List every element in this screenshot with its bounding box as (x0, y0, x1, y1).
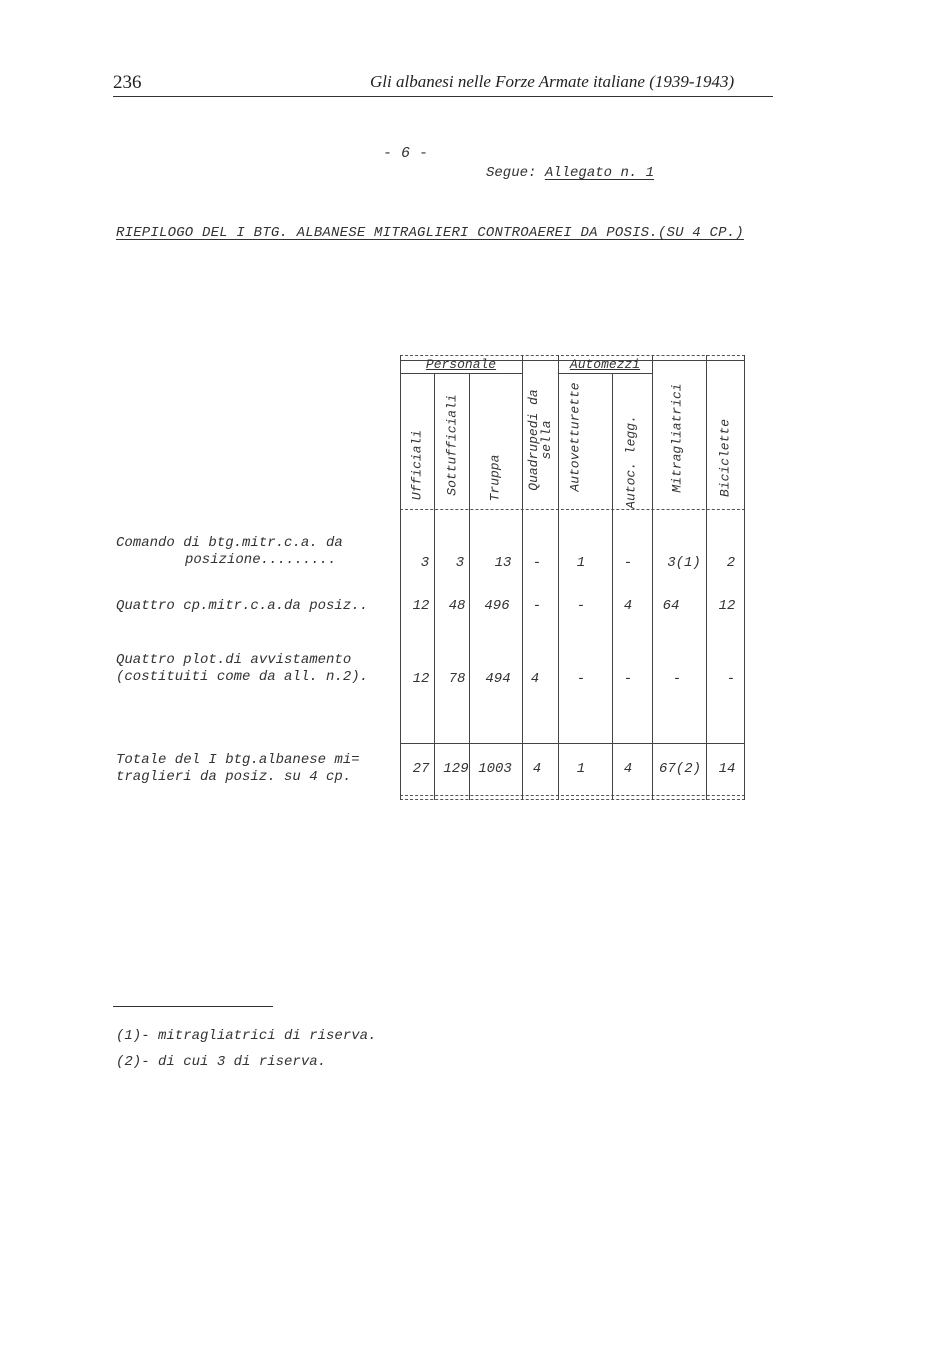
table-cell: - (623, 671, 633, 687)
col-line (652, 355, 653, 800)
table-cell: - (576, 671, 586, 687)
table-cell: 494 (485, 671, 511, 687)
table-cell: 1 (576, 555, 586, 571)
col-header-autoc-legg: Autoc. legg. (623, 415, 639, 509)
table-cell: 12 (412, 598, 430, 614)
table-cell: - (532, 555, 542, 571)
table-cell-total: 1003 (478, 761, 512, 777)
table-cell: 3 (455, 555, 465, 571)
running-title: Gli albanesi nelle Forze Armate italiane (1939-1943) (370, 72, 735, 91)
table-cell: 2 (726, 555, 736, 571)
table-cell-total: 14 (718, 761, 736, 777)
table-top-rule (400, 355, 745, 356)
table-cell: 13 (494, 555, 512, 571)
row-label-comando: Comando di btg.mitr.c.a. da posizione......... (116, 535, 343, 568)
group-header-personale: Personale (425, 357, 497, 372)
col-line (400, 355, 401, 800)
col-line (469, 373, 470, 800)
table-cell: 496 (484, 598, 510, 614)
table-cell-total: 4 (623, 761, 633, 777)
footnote-2: (2)- di cui 3 di riserva. (116, 1054, 327, 1070)
col-header-truppa: Truppa (487, 454, 503, 502)
group-rule-automezzi (558, 373, 652, 374)
page-number: 236 (113, 72, 142, 93)
page-mark: - 6 - (383, 145, 429, 162)
header-bottom-rule (400, 509, 745, 510)
table-cell: 78 (448, 671, 466, 687)
table-cell: 4 (530, 671, 540, 687)
col-header-ufficiali: Ufficiali (409, 429, 425, 501)
table-cell: 64 (662, 598, 680, 614)
table-cell-total: 1 (576, 761, 586, 777)
total-top-rule (400, 743, 745, 744)
col-header-biciclette: Biciclette (717, 418, 733, 498)
table-cell: - (576, 598, 586, 614)
col-header-sottufficiali: Sottufficiali (444, 394, 460, 496)
col-header-mitragliatrici: Mitragliatrici (669, 383, 685, 493)
table-bottom-rule (400, 795, 745, 796)
segue-allegato: Allegato n. 1 (544, 165, 655, 181)
table-cell-total: 67(2) (658, 761, 702, 777)
table-cell: - (532, 598, 542, 614)
group-rule-personale (400, 373, 522, 374)
group-header-automezzi: Automezzi (569, 357, 641, 372)
table-cell-total: 4 (532, 761, 542, 777)
table-cell: 12 (412, 671, 430, 687)
footnote-1: (1)- mitragliatrici di riserva. (116, 1028, 377, 1044)
table-cell: 4 (623, 598, 633, 614)
table-cell: 12 (718, 598, 736, 614)
col-line (522, 355, 523, 800)
row-label-quattro-cp: Quattro cp.mitr.c.a.da posiz.. (116, 598, 369, 614)
header-rule (113, 96, 773, 97)
col-line (706, 355, 707, 800)
table-cell: 3(1) (667, 555, 701, 571)
footnote-rule (113, 1006, 273, 1007)
col-header-autovetturette: Autovetturette (567, 382, 583, 492)
table-cell: - (672, 671, 682, 687)
table-cell: - (726, 671, 736, 687)
table-cell-total: 129 (443, 761, 469, 777)
col-header-quadrupedi: Quadrupedi da sella (526, 389, 554, 491)
table-cell: 3 (420, 555, 430, 571)
document-title: RIEPILOGO DEL I BTG. ALBANESE MITRAGLIERI CONTROAEREI DA POSIS.(SU 4 CP.) (116, 225, 744, 241)
row-label-totale: Totale del I btg.albanese mi= traglieri da posiz. su 4 cp. (116, 752, 360, 785)
col-line (744, 355, 745, 800)
segue-reference (486, 165, 654, 181)
row-label-quattro-plot: Quattro plot.di avvistamento (costituiti come da all. n.2). (116, 652, 369, 685)
table-cell-total: 27 (412, 761, 430, 777)
col-line (558, 355, 559, 800)
col-line (612, 373, 613, 800)
segue-prefix: Segue: (486, 165, 537, 181)
table-bottom-rule-2 (400, 799, 745, 800)
table-cell: 48 (448, 598, 466, 614)
col-line (434, 373, 435, 800)
table-cell: - (623, 555, 633, 571)
